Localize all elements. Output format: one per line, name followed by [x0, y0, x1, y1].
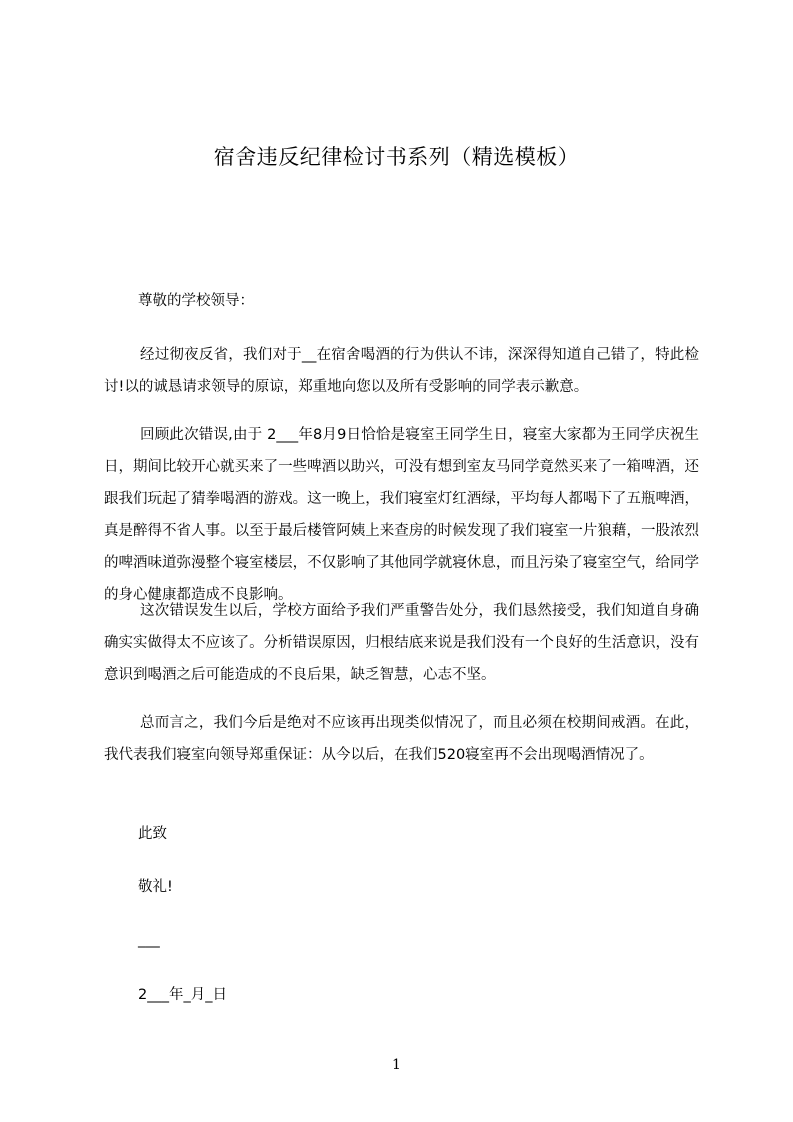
date-line: 2___年_月_日	[138, 987, 227, 1003]
closing-greeting: 此致	[138, 826, 167, 842]
signature-blank: ___	[138, 932, 160, 948]
paragraph-2: 回顾此次错误,由于 2___年8月9日恰恰是寝室王同学生日，寝室大家都为王同学庆祝生日，期间比较开心就买来了一些啤酒以助兴，可没有想到室友马同学竟然买来了一箱啤酒，还跟我们玩起了猜拳喝酒的游戏。这一晚上，我们寝室灯红酒绿，平均每人都喝下了五瓶啤酒，真是醉得不省人事。以至于最后楼管阿姨上来查房的时候发现了我们寝室一片狼藉，一股浓烈的啤酒味道弥漫整个寝室楼层，不仅影响了其他同学就寝休息，而且污染了寝室空气，给同学的身心健康都造成不良影响。	[104, 427, 699, 603]
paragraph-4: 总而言之，我们今后是绝对不应该再出现类似情况了，而且必须在校期间戒酒。在此，我代表我们寝室向领导郑重保证：从今以后，在我们520寝室再不会出现喝酒情况了。	[104, 715, 699, 763]
paragraph-1: 经过彻夜反省，我们对于__在宿舍喝酒的行为供认不讳，深深得知道自己错了，特此检讨!以的诚恳请求领导的原谅，郑重地向您以及所有受影响的同学表示歉意。	[104, 347, 699, 395]
paragraph-3: 这次错误发生以后，学校方面给予我们严重警告处分，我们恳然接受，我们知道自身确确实实做得太不应该了。分析错误原因，归根结底来说是我们没有一个良好的生活意识，没有意识到喝酒之后可能造成的不良后果，缺乏智慧，心志不坚。	[104, 603, 699, 683]
document-title: 宿舍违反纪律检讨书系列（精选模板）	[213, 145, 580, 169]
page-number: 1	[392, 1057, 401, 1073]
salutation: 尊敬的学校领导：	[138, 293, 254, 309]
closing-salute: 敬礼!	[138, 879, 173, 895]
